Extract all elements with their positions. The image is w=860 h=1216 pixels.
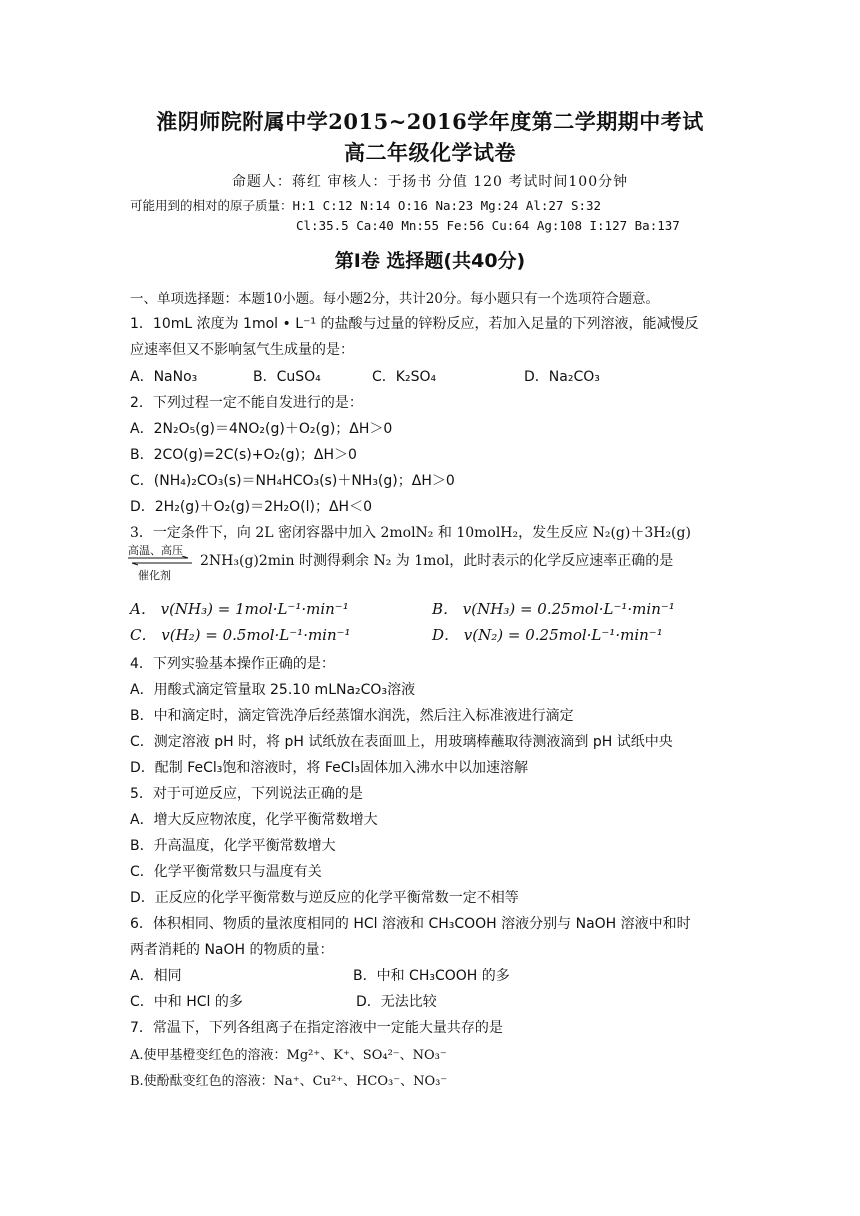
question-5-option-d: D．正反应的化学平衡常数与逆反应的化学平衡常数一定不相等 <box>130 890 519 906</box>
atomic-masses-line-2: Cl:35.5 Ca:40 Mn:55 Fe:56 Cu:64 Ag:108 I:127 Ba:137 <box>296 218 680 233</box>
reaction-condition-top: 高温、高压 <box>128 544 183 557</box>
question-1-option-b: B．CuSO₄ <box>253 369 321 385</box>
question-6-option-b: B．中和 CH₃COOH 的多 <box>353 968 510 984</box>
question-2-option-c: C．(NH₄)₂CO₃(s)＝NH₄HCO₃(s)＋NH₃(g)；ΔH＞0 <box>130 473 455 489</box>
authors-line: 命题人：蒋红 审核人：于扬书 分值 120 考试时间100分钟 <box>231 174 629 190</box>
reversible-arrow-icon <box>126 556 194 566</box>
question-5-option-b: B．升高温度，化学平衡常数增大 <box>130 838 336 854</box>
question-2-option-a: A．2N₂O₅(g)＝4NO₂(g)＋O₂(g)；ΔH＞0 <box>130 421 393 437</box>
question-6-stem-cont: 两者消耗的 NaOH 的物质的量： <box>130 942 334 958</box>
section-instructions: 一、单项选择题：本题10小题。每小题2分，共计20分。每小题只有一个选项符合题意。 <box>130 291 659 307</box>
exam-title: 淮阴师院附属中学2015~2016学年度第二学期期中考试 <box>156 109 704 134</box>
question-1-option-a: A．NaNo₃ <box>130 369 198 385</box>
question-3-stem: 3．一定条件下，向 2L 密闭容器中加入 2molN₂ 和 10molH₂，发生反应 N₂(g)＋3H₂(g) <box>130 525 691 541</box>
question-6-stem: 6．体积相同、物质的量浓度相同的 HCl 溶液和 CH₃COOH 溶液分别与 NaOH 溶液中和时 <box>130 916 691 932</box>
question-2-option-b: B．2CO(g)=2C(s)+O₂(g)；ΔH＞0 <box>130 447 357 463</box>
question-6-option-a: A．相同 <box>130 968 182 984</box>
section-heading: 第Ⅰ卷 选择题(共40分) <box>334 250 526 272</box>
question-2-option-d: D．2H₂(g)＋O₂(g)＝2H₂O(l)；ΔH＜0 <box>130 499 372 515</box>
question-3-option-a: A． v(NH₃) = 1mol·L⁻¹·min⁻¹ <box>130 600 349 618</box>
question-7-option-a: A.使甲基橙变红色的溶液：Mg²⁺、K⁺、SO₄²⁻、NO₃⁻ <box>130 1048 447 1063</box>
atomic-masses-line-1: 可能用到的相对的原子质量：H:1 C:12 N:14 O:16 Na:23 Mg:24 Al:27 S:32 <box>130 198 602 213</box>
question-3-option-b: B． v(NH₃) = 0.25mol·L⁻¹·min⁻¹ <box>432 600 675 618</box>
question-4-option-c: C．测定溶液 pH 时，将 pH 试纸放在表面皿上，用玻璃棒蘸取待测液滴到 pH 试纸中央 <box>130 734 673 750</box>
exam-subtitle: 高二年级化学试卷 <box>344 140 516 165</box>
question-5-option-c: C．化学平衡常数只与温度有关 <box>130 864 322 880</box>
question-3-option-d: D． v(N₂) = 0.25mol·L⁻¹·min⁻¹ <box>432 626 663 644</box>
question-1-stem: 1．10mL 浓度为 1mol • L⁻¹ 的盐酸与过量的锌粉反应，若加入足量的下列溶液，能减慢反 <box>130 316 699 332</box>
question-6-option-d: D．无法比较 <box>356 994 437 1010</box>
question-2-stem: 2．下列过程一定不能自发进行的是： <box>130 395 363 411</box>
question-5-stem: 5．对于可逆反应，下列说法正确的是 <box>130 786 363 802</box>
question-7-option-b: B.使酚酞变红色的溶液：Na⁺、Cu²⁺、HCO₃⁻、NO₃⁻ <box>130 1074 448 1089</box>
question-1-option-c: C．K₂SO₄ <box>372 369 437 385</box>
question-6-option-c: C．中和 HCl 的多 <box>130 994 243 1010</box>
question-4-stem: 4．下列实验基本操作正确的是： <box>130 656 335 672</box>
question-4-option-d: D．配制 FeCl₃饱和溶液时，将 FeCl₃固体加入沸水中以加速溶解 <box>130 760 529 776</box>
question-1-stem-cont: 应速率但又不影响氢气生成量的是： <box>130 342 354 358</box>
question-4-option-b: B．中和滴定时，滴定管洗净后经蒸馏水润洗，然后注入标准液进行滴定 <box>130 708 574 724</box>
question-3-option-c: C． v(H₂) = 0.5mol·L⁻¹·min⁻¹ <box>130 626 351 644</box>
reaction-condition-bottom: 催化剂 <box>138 569 171 582</box>
question-1-option-d: D．Na₂CO₃ <box>524 369 600 385</box>
question-5-option-a: A．增大反应物浓度，化学平衡常数增大 <box>130 812 378 828</box>
question-3-stem-cont: 2NH₃(g)2min 时测得剩余 N₂ 为 1mol，此时表示的化学反应速率正确的是 <box>200 553 674 569</box>
question-4-option-a: A．用酸式滴定管量取 25.10 mLNa₂CO₃溶液 <box>130 682 416 698</box>
question-7-stem: 7．常温下，下列各组离子在指定溶液中一定能大量共存的是 <box>130 1020 503 1036</box>
